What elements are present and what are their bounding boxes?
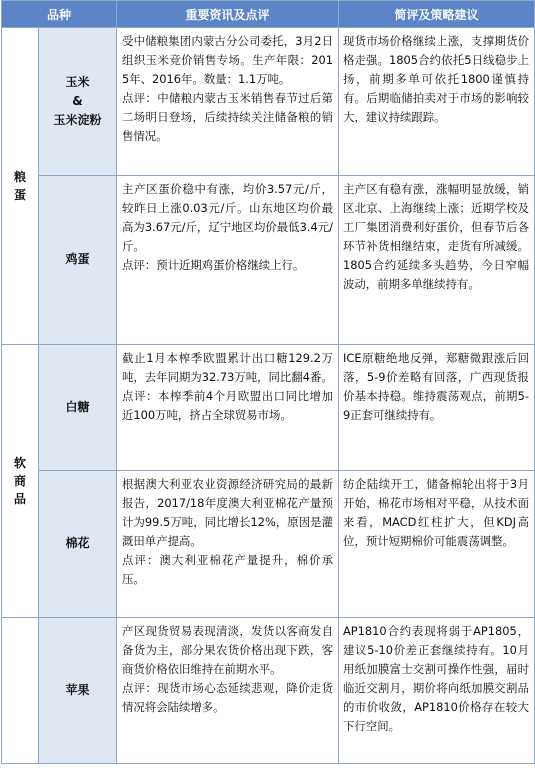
variety-egg — [39, 176, 117, 345]
commodity-strategy-table — [1, 0, 535, 764]
info-cotton — [117, 471, 339, 618]
info-corn — [117, 28, 339, 176]
variety-apple — [39, 618, 117, 764]
variety-egg-name: 鸡蛋 — [65, 252, 90, 267]
info-cotton-news: 根据澳大利亚农业资源经济研究局的最新报告，2017/18年度澳大利亚棉花产量预计为99.5万吨，同比增长12%，原因是灌溉田单产提高。 — [122, 477, 334, 548]
strategy-cotton: 纺企陆续开工，储备棉轮出将于3月开始，棉花市场相对平稳，从技术面来看，MACD红柱扩大，但KDJ高位，预计短期棉价可能震荡调整。 — [339, 471, 535, 618]
strategy-sugar: ICE原糖绝地反弹，郑糖微跟涨后回落，5-9价差略有回落，广西现货报价基本持稳。维持震荡观点，前期5-9正套可继续持有。 — [339, 345, 535, 471]
row-sugar — [2, 345, 535, 471]
info-apple-comment: 点评：现货市场心态延续悲观，降价走货情况将会陆续增多。 — [122, 681, 334, 714]
variety-apple-name: 苹果 — [65, 682, 90, 697]
info-cotton-comment: 点评：澳大利亚棉花产量提升，棉价承压。 — [122, 553, 334, 586]
info-egg-news: 主产区蛋价稳中有涨，均价3.57元/斤，较昨日上涨0.03元/斤。山东地区均价最高为3.67元/斤，辽宁地区均价最低3.4元/斤。 — [122, 182, 334, 253]
variety-cotton-name: 棉花 — [65, 536, 90, 551]
row-egg — [2, 176, 535, 345]
info-sugar — [117, 345, 339, 471]
info-sugar-comment: 点评：本榨季前4个月欧盟出口同比增加近100万吨，挤占全球贸易市场。 — [122, 389, 334, 422]
strategy-egg: 主产区有稳有涨，涨幅明显放缓，销区北京、上海继续上涨；近期学校及工厂集团消费利好蛋价，但春节后各环节补货相继结束，走货有所减缓。1805合约延续多头趋势，今日窄幅波动，前期多单继续持有。 — [339, 176, 535, 345]
header-variety: 品种 — [2, 1, 117, 28]
strategy-apple: AP1810合约表现将弱于AP1805，建议5-10价差正套继续持有。10月用纸加膜富士交割可操作性强，届时临近交割月，期价将向纸加膜交割品的市价收敛，AP1810价格存在较大下行空间。 — [339, 618, 535, 764]
header-strategy: 简评及策略建议 — [339, 1, 535, 28]
variety-corn-name: 玉米 — [65, 74, 90, 89]
table-header-row — [2, 1, 535, 28]
category-apple-empty — [2, 618, 39, 764]
info-egg — [117, 176, 339, 345]
row-cotton — [2, 471, 535, 618]
row-apple — [2, 618, 535, 764]
variety-cotton — [39, 471, 117, 618]
info-sugar-news: 截止1月本榨季欧盟累计出口糖129.2万吨，去年同期为32.73万吨，同比翻4番。 — [122, 351, 334, 384]
variety-sugar-name: 白糖 — [65, 399, 90, 414]
row-corn — [2, 28, 535, 176]
info-corn-news: 受中储粮集团内蒙古分公司委托，3月2日组织玉米竞价销售专场。生产年限：2015年、2016年。数量：1.1万吨。 — [122, 34, 334, 86]
variety-corn — [39, 28, 117, 176]
variety-corn-amp: & — [72, 93, 83, 108]
strategy-corn: 现货市场价格继续上涨，支撑期货价格走强。1805合约依托5日线稳步上扬，前期多单可依托1800谨慎持有。后期临储拍卖对于市场的影响较大，建议持续跟踪。 — [339, 28, 535, 176]
variety-sugar — [39, 345, 117, 471]
category-grain-egg: 粮蛋 — [2, 28, 39, 345]
variety-corn-starch: 玉米淀粉 — [53, 113, 102, 128]
category-soft-commodities: 软商品 — [2, 345, 39, 618]
header-info: 重要资讯及点评 — [117, 1, 339, 28]
info-egg-comment: 点评：预计近期鸡蛋价格继续上行。 — [122, 258, 305, 272]
info-apple — [117, 618, 339, 764]
info-apple-news: 产区现货贸易表现清淡，发货以客商发自备货为主，部分果农货价格出现下跌，客商货价格依旧维持在前期水平。 — [122, 624, 334, 676]
info-corn-comment: 点评：中储粮内蒙古玉米销售春节过后第二场明日登场，后续持续关注储备粮的销售情况。 — [122, 91, 334, 143]
